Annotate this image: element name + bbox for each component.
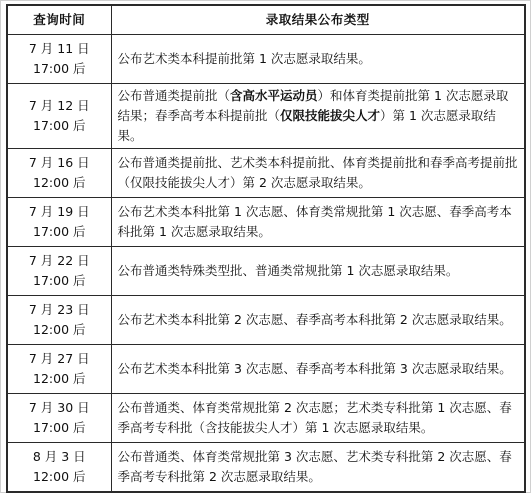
query-time: 17:00 后 bbox=[33, 61, 86, 76]
table-row bbox=[7, 443, 525, 493]
query-time: 12:00 后 bbox=[33, 322, 86, 337]
result-text: ）第 1 次志愿录取结果。 bbox=[117, 108, 496, 143]
query-time-cell bbox=[7, 35, 111, 84]
query-date: 7 月 30 日 bbox=[28, 400, 90, 415]
query-date: 7 月 27 日 bbox=[28, 351, 90, 366]
result-type-cell bbox=[111, 394, 525, 443]
header-query-time: 查询时间 bbox=[7, 5, 111, 35]
result-type-cell bbox=[111, 345, 525, 394]
query-time: 17:00 后 bbox=[33, 420, 86, 435]
query-time-cell bbox=[7, 443, 111, 493]
query-time: 17:00 后 bbox=[33, 224, 86, 239]
result-type-cell bbox=[111, 35, 525, 84]
query-time-cell bbox=[7, 345, 111, 394]
result-text: 公布普通类提前批（ bbox=[117, 88, 231, 103]
query-time: 12:00 后 bbox=[33, 175, 86, 190]
query-time: 12:00 后 bbox=[33, 371, 86, 386]
query-time-cell bbox=[7, 296, 111, 345]
query-time-cell bbox=[7, 149, 111, 198]
header-result-type: 录取结果公布类型 bbox=[111, 5, 525, 35]
table-row bbox=[7, 394, 525, 443]
table-row bbox=[7, 84, 525, 149]
result-text: ）和体育类提前批第 1 次志愿录取结果；春季高考本科提前批（ bbox=[117, 88, 509, 123]
query-time-cell bbox=[7, 247, 111, 296]
result-type-cell bbox=[111, 443, 525, 493]
result-type-cell bbox=[111, 247, 525, 296]
table-row bbox=[7, 149, 525, 198]
table-row bbox=[7, 247, 525, 296]
table-row bbox=[7, 345, 525, 394]
query-time-cell bbox=[7, 84, 111, 149]
highlighted-text: 仅限技能拔尖人才 bbox=[280, 108, 381, 123]
result-text: 公布普通类、体育类常规批第 2 次志愿；艺术类专科批第 1 次志愿、春季高考专科批（含技能拔尖人才）第 1 次志愿录取结果。 bbox=[117, 400, 512, 435]
table-row bbox=[7, 198, 525, 247]
query-date: 7 月 22 日 bbox=[28, 253, 90, 268]
query-date: 7 月 23 日 bbox=[28, 302, 90, 317]
table-body bbox=[7, 35, 525, 493]
query-date: 7 月 12 日 bbox=[28, 98, 90, 113]
result-text: 公布艺术类本科批第 2 次志愿、春季高考本科批第 2 次志愿录取结果。 bbox=[117, 312, 512, 327]
query-time: 17:00 后 bbox=[33, 273, 86, 288]
highlighted-text: 含高水平运动员 bbox=[230, 88, 318, 103]
result-text: 公布普通类提前批、艺术类本科提前批、体育类提前批和春季高考提前批（仅限技能拔尖人才）第 2 次志愿录取结果。 bbox=[117, 155, 518, 190]
result-type-cell bbox=[111, 296, 525, 345]
query-time-cell bbox=[7, 394, 111, 443]
result-type-cell bbox=[111, 198, 525, 247]
table-row bbox=[7, 296, 525, 345]
query-date: 8 月 3 日 bbox=[32, 449, 86, 464]
query-time-cell bbox=[7, 198, 111, 247]
result-text: 公布普通类特殊类型批、普通类常规批第 1 次志愿录取结果。 bbox=[117, 263, 459, 278]
result-type-cell bbox=[111, 149, 525, 198]
table-header-row bbox=[7, 5, 525, 35]
query-date: 7 月 11 日 bbox=[28, 41, 90, 56]
query-date: 7 月 16 日 bbox=[28, 155, 90, 170]
query-time: 17:00 后 bbox=[33, 118, 86, 133]
query-date: 7 月 19 日 bbox=[28, 204, 90, 219]
result-type-cell bbox=[111, 84, 525, 149]
result-text: 公布普通类、体育类常规批第 3 次志愿、艺术类专科批第 2 次志愿、春季高考专科批第 2 次志愿录取结果。 bbox=[117, 449, 512, 484]
result-text: 公布艺术类本科提前批第 1 次志愿录取结果。 bbox=[117, 51, 371, 66]
query-time: 12:00 后 bbox=[33, 469, 86, 484]
result-text: 公布艺术类本科批第 1 次志愿、体育类常规批第 1 次志愿、春季高考本科批第 1 次志愿录取结果。 bbox=[117, 204, 512, 239]
table-row bbox=[7, 35, 525, 84]
admission-results-table bbox=[6, 4, 526, 493]
result-text: 公布艺术类本科批第 3 次志愿、春季高考本科批第 3 次志愿录取结果。 bbox=[117, 361, 512, 376]
